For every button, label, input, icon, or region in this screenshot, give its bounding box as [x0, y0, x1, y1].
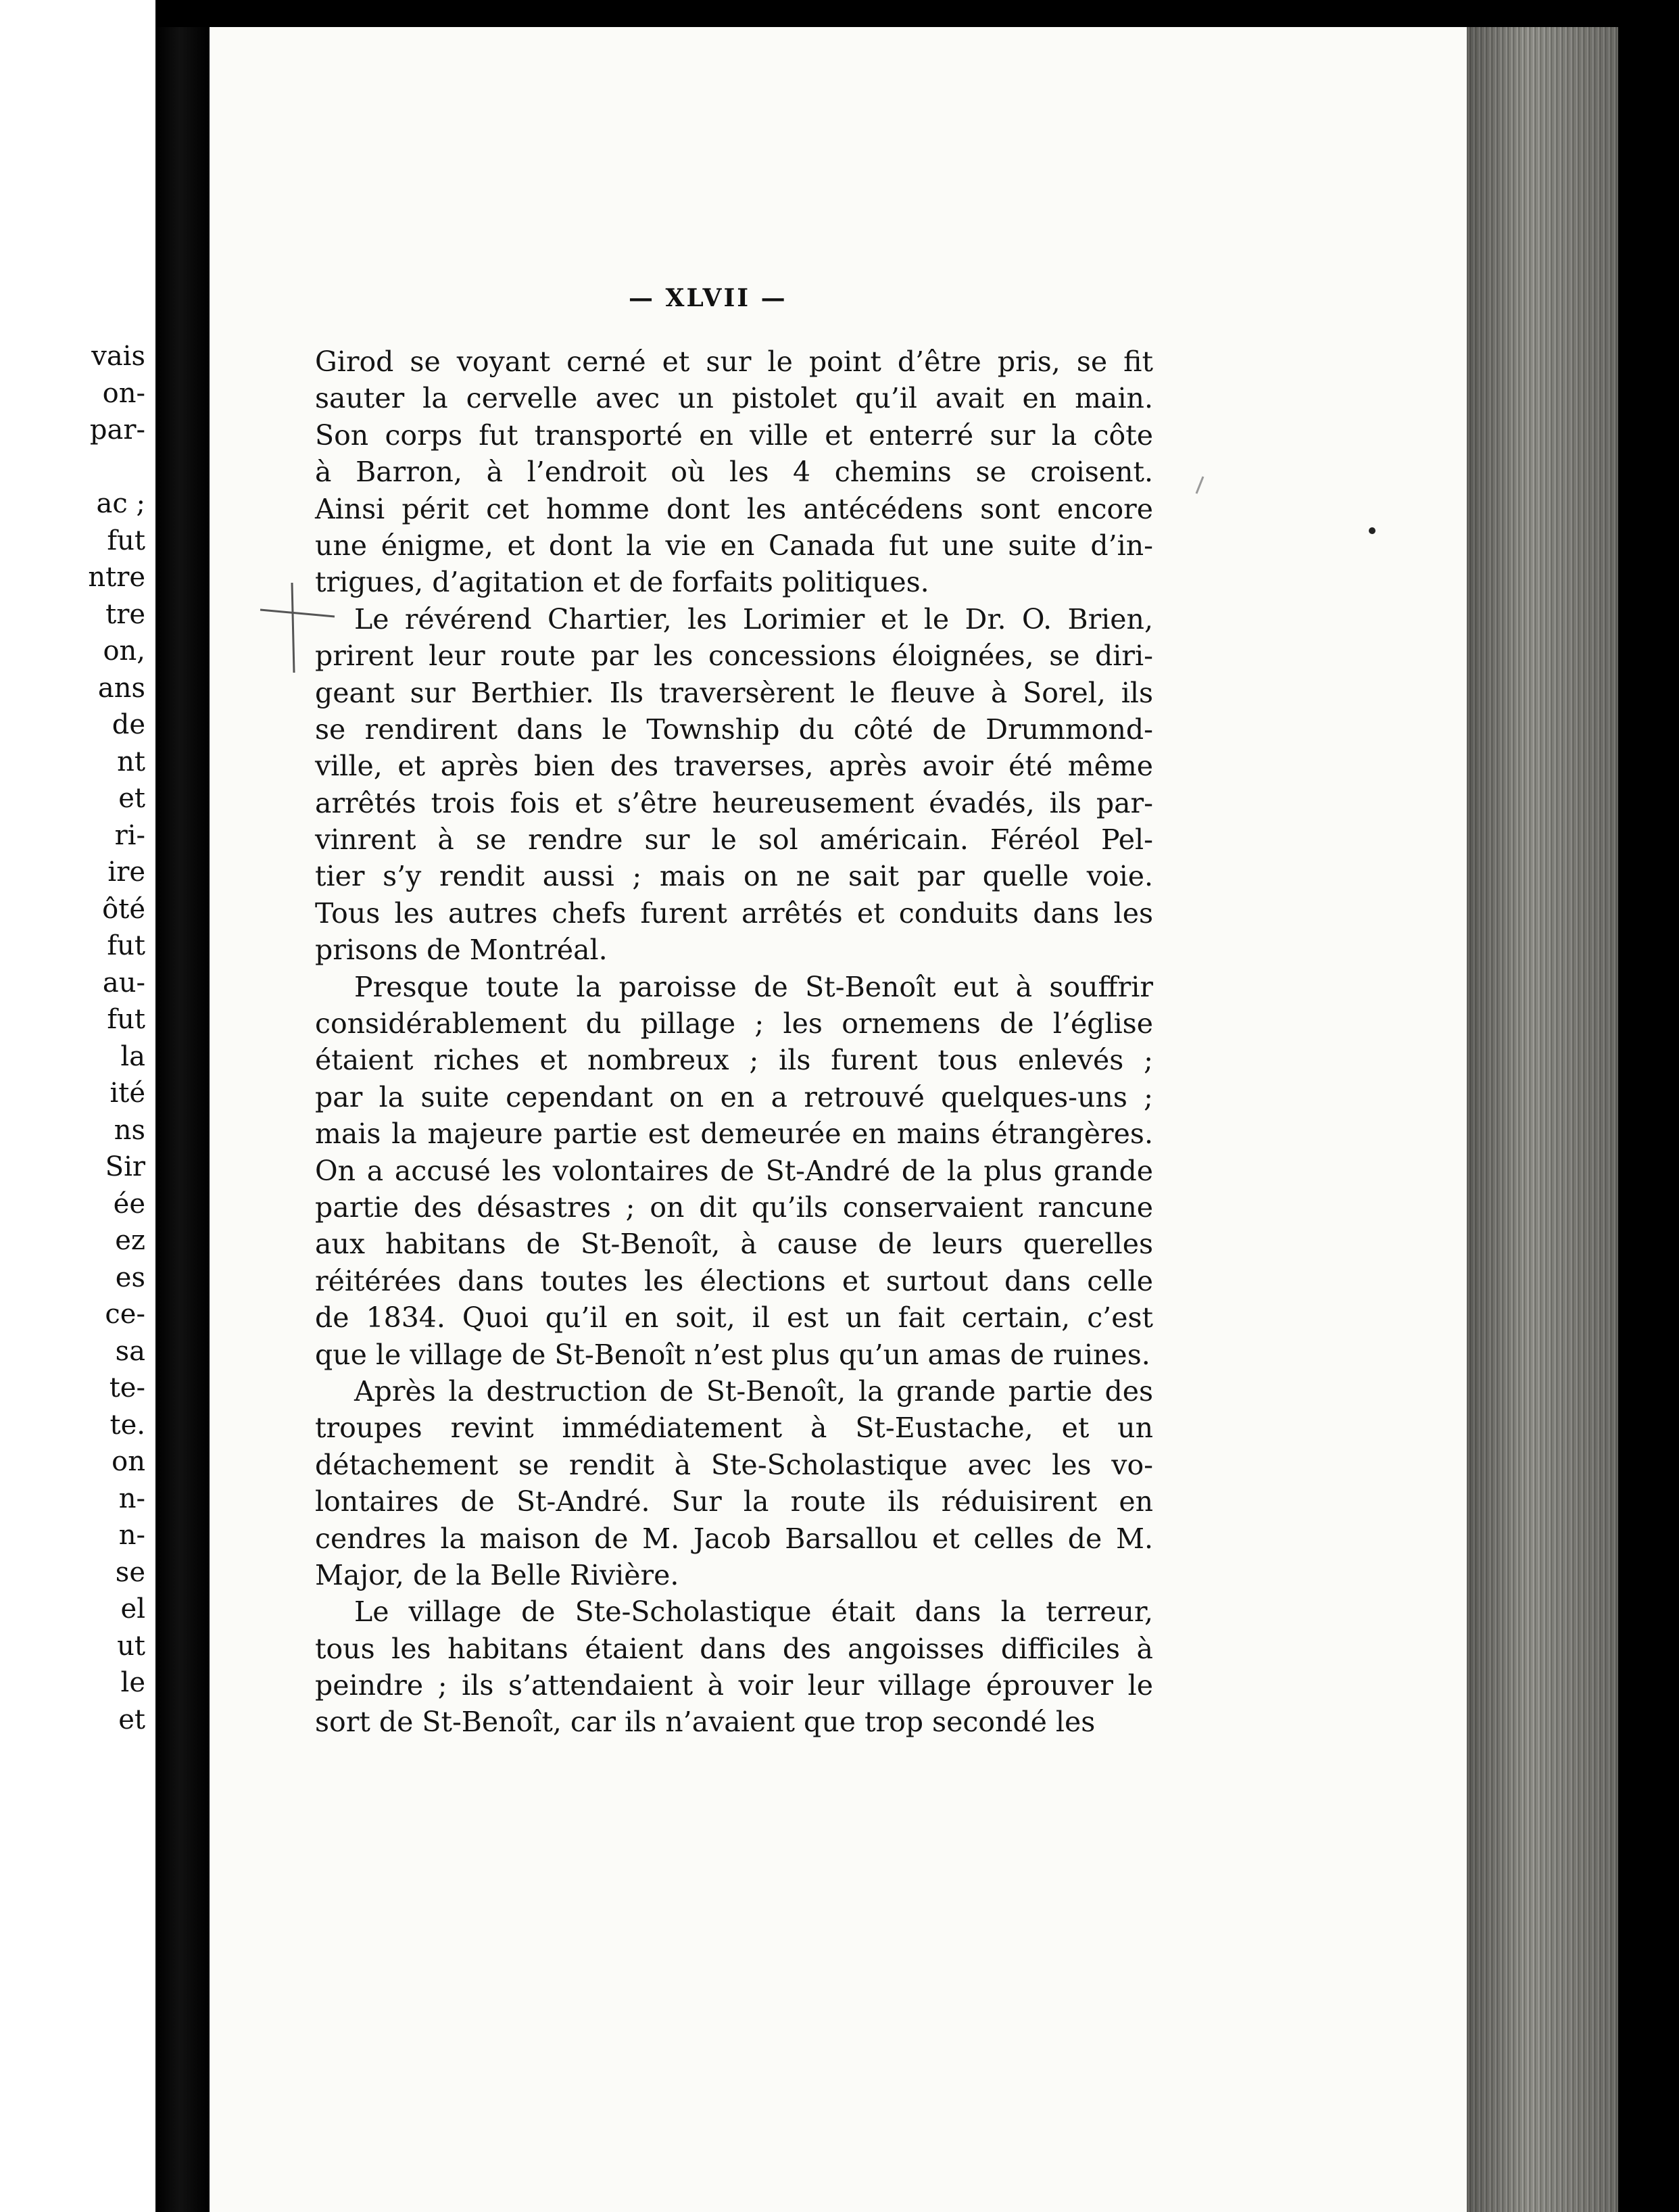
text-line: Après la destruction de St-Benoît, la grande partie des: [354, 1374, 1153, 1408]
text-line: troupes revint immédiatement à St-Eustache, et un: [315, 1412, 1153, 1445]
left-page-fragment: ntre: [88, 562, 145, 593]
scan-border-top: [155, 0, 1679, 27]
left-page-fragment: te.: [110, 1409, 145, 1441]
text-line: Le révérend Chartier, les Lorimier et le Dr. O. Brien,: [354, 602, 1153, 635]
text-line: que le village de St-Benoît n’est plus qu’un amas de ruines.: [315, 1338, 1150, 1371]
left-page-fragment: ac ;: [96, 488, 145, 519]
left-page-fragment: la: [120, 1040, 145, 1072]
text-line: lontaires de St-André. Sur la route ils réduisirent en: [315, 1485, 1153, 1518]
text-line: cendres la maison de M. Jacob Barsallou et celles de M.: [315, 1522, 1153, 1555]
gutter-shadow: [155, 0, 210, 2212]
text-line: une énigme, et dont la vie en Canada fut une suite d’in-: [315, 529, 1153, 562]
text-line: à Barron, à l’endroit où les 4 chemins se croisent.: [315, 456, 1153, 489]
text-line: Tous les autres chefs furent arrêtés et conduits dans les: [315, 896, 1153, 930]
left-page-fragment: se: [115, 1556, 145, 1588]
text-line: On a accusé les volontaires de St-André de la plus grande: [315, 1154, 1153, 1187]
left-page-fragment: te-: [109, 1372, 145, 1403]
ink-dot: [1365, 524, 1379, 537]
left-page-fragment: ns: [114, 1114, 145, 1146]
text-line: arrêtés trois fois et s’être heureusement évadés, ils par-: [315, 786, 1153, 819]
text-line: étaient riches et nombreux ; ils furent tous enlevés ;: [315, 1044, 1153, 1077]
left-page-fragment: ans: [97, 672, 145, 704]
left-page-fragment: de: [112, 709, 145, 740]
body-text: [315, 343, 1153, 1741]
text-line: réitérées dans toutes les élections et surtout dans celle: [315, 1264, 1153, 1297]
scan-border-right: [1618, 0, 1679, 2212]
text-line: ville, et après bien des traverses, après avoir été même: [315, 750, 1153, 783]
left-page-fragment: nt: [117, 746, 145, 777]
text-line: trigues, d’agitation et de forfaits politiques.: [315, 566, 929, 599]
page-edge-shading: [1467, 27, 1618, 2212]
left-page-fragment: fut: [107, 930, 145, 961]
pencil-cross-mark: [257, 581, 338, 676]
left-page-fragment: on-: [102, 377, 145, 409]
text-line: tous les habitans étaient dans des angoisses difficiles à: [315, 1632, 1153, 1665]
left-page-fragment: ôté: [102, 893, 145, 925]
text-line: prirent leur route par les concessions éloignées, se diri-: [315, 640, 1153, 673]
margin-tick-mark: [1190, 473, 1210, 500]
left-page-text-fragments: [0, 338, 145, 1738]
text-line: se rendirent dans le Township du côté de Drummond-: [315, 713, 1153, 746]
left-page-fragment: on: [112, 1446, 145, 1477]
page-number-header: — XLVII —: [629, 284, 787, 312]
text-line: Major, de la Belle Rivière.: [315, 1558, 679, 1591]
text-line: sauter la cervelle avec un pistolet qu’il avait en main.: [315, 382, 1153, 415]
text-line: geant sur Berthier. Ils traversèrent le fleuve à Sorel, ils: [315, 676, 1153, 709]
left-page-fragment: ce-: [105, 1299, 145, 1330]
left-page-fragment: fut: [107, 1004, 145, 1035]
text-line: sort de St-Benoît, car ils n’avaient que trop secondé les: [315, 1706, 1096, 1739]
text-line: vinrent à se rendre sur le sol américain. Féréol Pel-: [315, 823, 1153, 857]
text-line: peindre ; ils s’attendaient à voir leur village éprouver le: [315, 1669, 1153, 1702]
text-line: aux habitans de St-Benoît, à cause de leurs querelles: [315, 1228, 1153, 1261]
left-page-fragment: on,: [103, 635, 145, 667]
left-page-fragment: ut: [117, 1630, 145, 1662]
left-page-fragment: sa: [115, 1335, 145, 1367]
left-page-fragment: ité: [110, 1078, 145, 1109]
left-page-fragment: et: [118, 1704, 145, 1735]
text-line: prisons de Montréal.: [315, 934, 608, 967]
left-page-fragment: Sir: [105, 1151, 145, 1182]
text-line: Son corps fut transporté en ville et enterré sur la côte: [315, 418, 1153, 452]
text-line: tier s’y rendit aussi ; mais on ne sait par quelle voie.: [315, 860, 1153, 893]
text-line: détachement se rendit à Ste-Scholastique avec les vo-: [315, 1448, 1153, 1481]
left-page-fragment: ire: [107, 857, 145, 888]
left-page-fragment: fut: [107, 525, 145, 556]
left-page-fragment: tre: [105, 598, 145, 630]
text-line: par la suite cependant on en a retrouvé quelques-uns ;: [315, 1080, 1153, 1113]
left-page-fragment: le: [120, 1667, 145, 1698]
left-page-fragment: el: [120, 1593, 145, 1625]
text-line: Ainsi périt cet homme dont les antécédens sont encore: [315, 492, 1153, 525]
left-page-fragment: ée: [113, 1188, 145, 1220]
left-page-fragment: n-: [118, 1520, 145, 1551]
left-page-fragment: vais: [91, 341, 145, 372]
left-page-fragment: es: [115, 1261, 145, 1293]
left-page-fragment: et: [118, 783, 145, 814]
left-page: [0, 0, 155, 2212]
text-line: Presque toute la paroisse de St-Benoît eut à souffrir: [354, 970, 1153, 1003]
left-page-fragment: ri-: [114, 819, 145, 851]
left-page-fragment: [0, 449, 145, 486]
text-line: considérablement du pillage ; les ornemens de l’église: [315, 1007, 1153, 1040]
text-line: Girod se voyant cerné et sur le point d’être pris, se fit: [315, 345, 1153, 378]
text-line: mais la majeure partie est demeurée en mains étrangères.: [315, 1117, 1153, 1151]
text-line: de 1834. Quoi qu’il en soit, il est un fait certain, c’est: [315, 1301, 1153, 1335]
text-line: Le village de Ste-Scholastique était dans la terreur,: [354, 1595, 1153, 1629]
left-page-fragment: n-: [118, 1483, 145, 1514]
left-page-fragment: par-: [89, 414, 145, 446]
left-page-fragment: au-: [102, 967, 145, 999]
text-line: partie des désastres ; on dit qu’ils conservaient rancune: [315, 1191, 1153, 1224]
left-page-fragment: ez: [115, 1225, 145, 1256]
